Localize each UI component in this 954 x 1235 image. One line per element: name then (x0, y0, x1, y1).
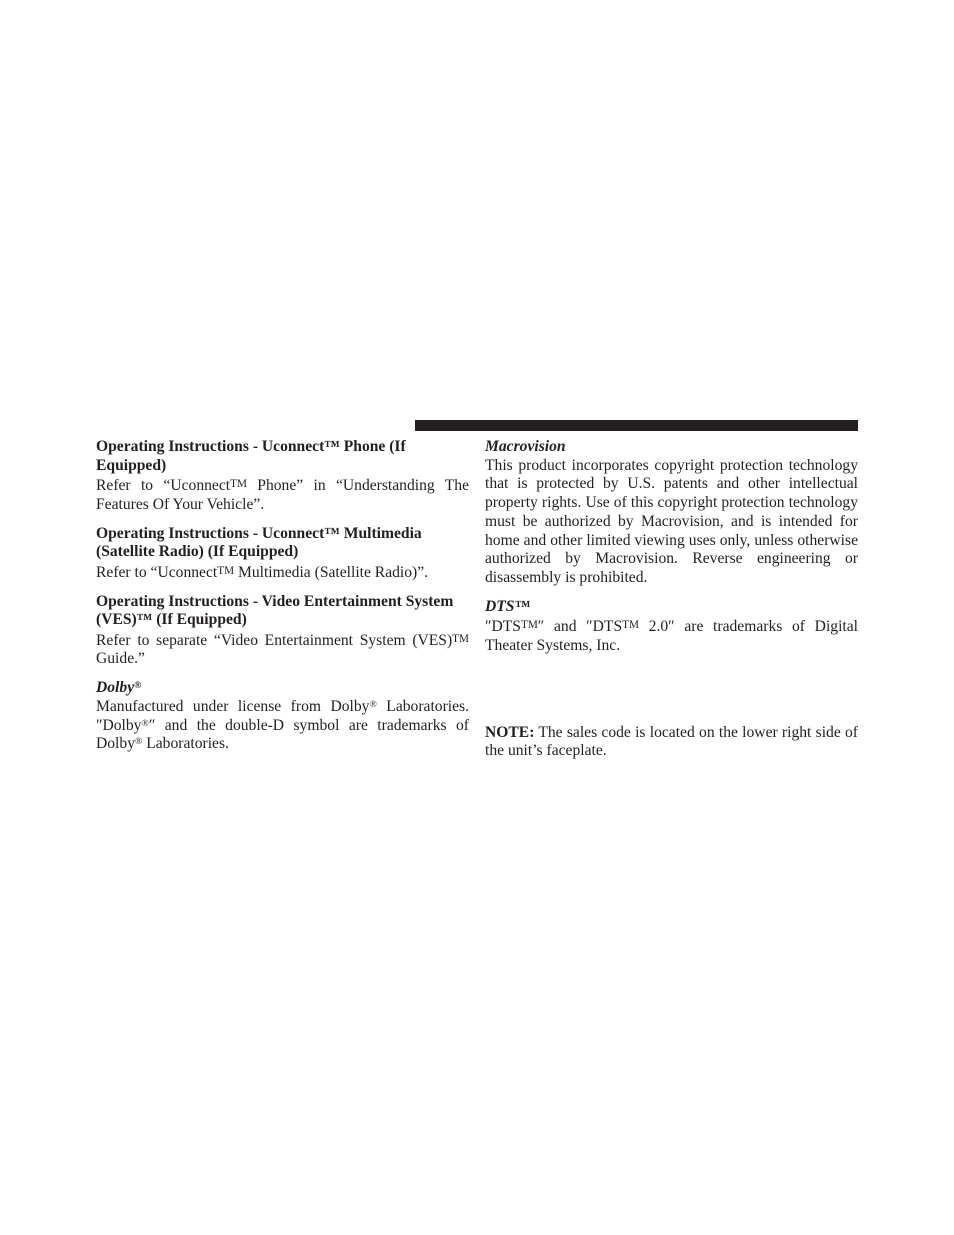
left-column (96, 438, 469, 754)
uconnect-multimedia-heading: Operating Instructions - Uconnect™ Multimedia (Satellite Radio) (If Equipped) (96, 524, 422, 561)
right-column (485, 438, 858, 761)
dts-heading: DTS™ (485, 597, 531, 615)
sales-code-note (485, 724, 858, 761)
macrovision-heading: Macrovision (485, 438, 566, 455)
dts-text: ″DTSTM″ and ″DTSTM 2.0″ are trademarks of Digital Theater Systems, Inc. (485, 618, 858, 654)
note-label: NOTE: (485, 723, 535, 741)
ves-heading: Operating Instructions - Video Entertainment System (VES)™ (If Equipped) (96, 592, 454, 629)
macrovision-text: This product incorporates copyright protection technology that is protected by U.S. patents and other intellectual property rights. Use of this copyright protection technology must be authorized by Macrovision, and is intended for home and other limited viewing uses only, unless otherwise authorized by Macrovision. Reverse engineering or disassembly is prohibited. (485, 456, 858, 586)
dolby-text: Manufactured under license from Dolby® Laboratories. ″Dolby®″ and the double-D symbol are trademarks of Dolby® Laboratories. (96, 697, 469, 753)
dolby-heading: Dolby® (96, 679, 142, 697)
note-text: The sales code is located on the lower right side of the unit’s faceplate. (485, 723, 858, 760)
ves-text: Refer to separate “Video Entertainment System (VES)TM Guide.” (96, 631, 469, 668)
section-header-bar (415, 420, 858, 431)
uconnect-phone-text: Refer to “UconnectTM Phone” in “Understanding The Features Of Your Vehicle”. (96, 477, 469, 513)
uconnect-phone-heading: Operating Instructions - Uconnect™ Phone (If Equipped) (96, 438, 406, 474)
uconnect-multimedia-text: Refer to “UconnectTM Multimedia (Satellite Radio)”. (96, 563, 429, 581)
